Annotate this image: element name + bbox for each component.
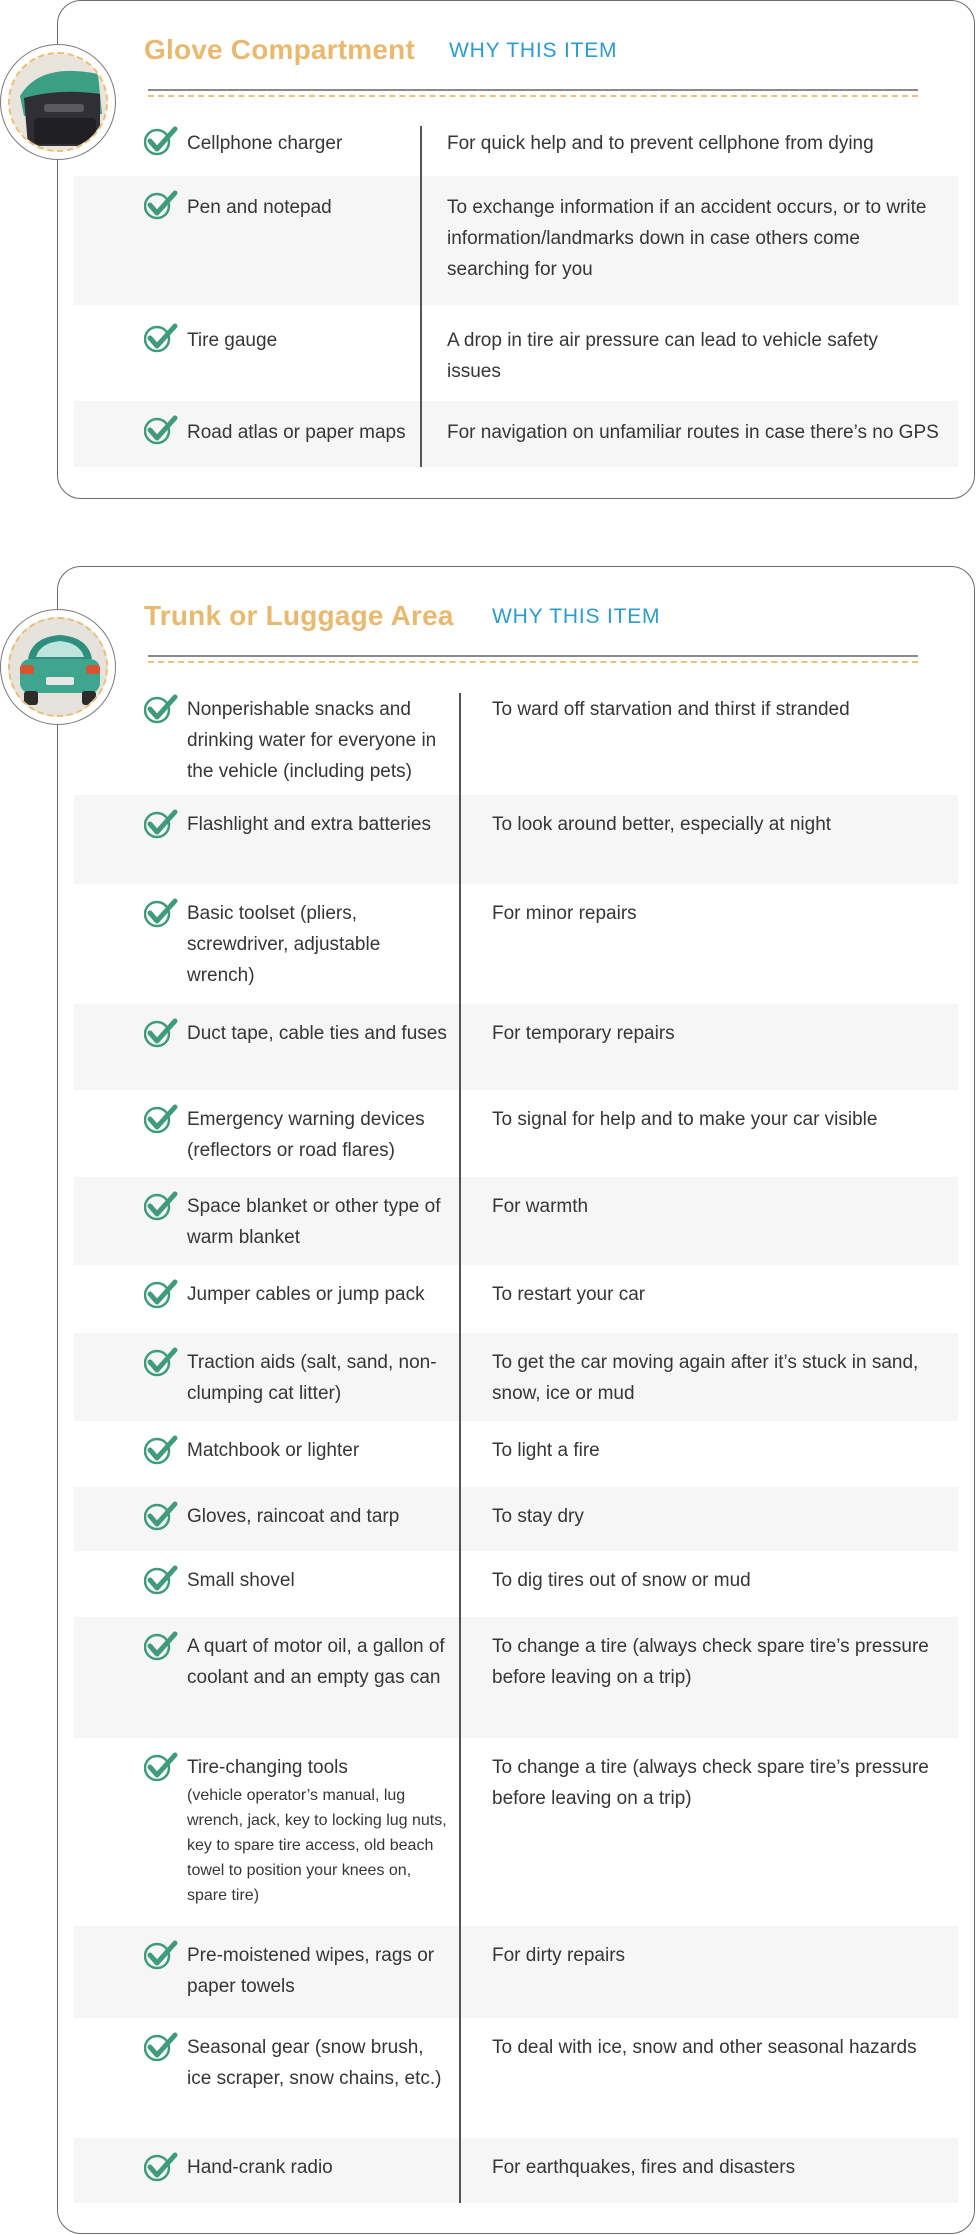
header-rule xyxy=(148,89,918,91)
column-divider xyxy=(459,693,461,2203)
header-dashed-rule xyxy=(148,95,918,97)
item-name-text: Basic toolset (pliers, screwdriver, adjustable wrench) xyxy=(187,903,381,986)
item-reason: To dig tires out of snow or mud xyxy=(492,1570,751,1591)
item-name xyxy=(187,1279,447,1310)
item-name xyxy=(187,2152,447,2183)
item-name xyxy=(187,1018,447,1049)
item-name-text: Pre-moistened wipes, rags or paper towels xyxy=(187,1945,435,1997)
table-row xyxy=(74,2018,958,2138)
item-reason: For quick help and to prevent cellphone from dying xyxy=(447,133,874,154)
table-row xyxy=(74,1333,958,1421)
table-row xyxy=(74,1421,958,1487)
item-name xyxy=(187,1347,447,1409)
checkmark-circle-icon xyxy=(144,190,178,220)
item-name-text: Matchbook or lighter xyxy=(187,1440,360,1461)
checkmark-circle-icon xyxy=(144,1752,178,1782)
table-row xyxy=(74,795,958,884)
item-reason: To ward off starvation and thirst if stranded xyxy=(492,699,850,720)
table-row xyxy=(74,176,958,305)
item-name: Cellphone charger xyxy=(187,133,343,154)
item-reason: To light a fire xyxy=(492,1440,600,1461)
checkmark-circle-icon xyxy=(144,809,178,839)
table-row xyxy=(74,680,958,795)
item-name-text: Gloves, raincoat and tarp xyxy=(187,1506,400,1527)
checkmark-circle-icon xyxy=(144,1191,178,1221)
table-row xyxy=(74,1090,958,1177)
section-title: Trunk or Luggage Area xyxy=(144,600,454,631)
item-name xyxy=(187,694,447,787)
item-name-text: Nonperishable snacks and drinking water for everyone in the vehicle (including pets) xyxy=(187,699,437,782)
table-row xyxy=(74,884,958,1004)
checkmark-circle-icon xyxy=(144,415,178,445)
item-name-text: Duct tape, cable ties and fuses xyxy=(187,1023,447,1044)
checkmark-circle-icon xyxy=(144,898,178,928)
item-name: Tire gauge xyxy=(187,330,278,351)
item-reason: To change a tire (always check spare tire’s pressure before leaving on a trip) xyxy=(492,1757,929,1809)
item-name-text: Space blanket or other type of warm blanket xyxy=(187,1196,441,1248)
table-row xyxy=(74,1738,958,1926)
checkmark-circle-icon xyxy=(144,1501,178,1531)
checkmark-circle-icon xyxy=(144,1018,178,1048)
item-name-text: A quart of motor oil, a gallon of coolant and an empty gas can xyxy=(187,1636,445,1688)
item-name-text: Flashlight and extra batteries xyxy=(187,814,431,835)
item-name-text: Emergency warning devices (reflectors or road flares) xyxy=(187,1109,425,1161)
table-row xyxy=(74,1004,958,1090)
item-reason: For temporary repairs xyxy=(492,1023,675,1044)
item-name xyxy=(187,1104,447,1166)
why-this-item-label: WHY THIS ITEM xyxy=(492,605,661,628)
item-reason: To look around better, especially at night xyxy=(492,814,832,835)
table-row xyxy=(74,1926,958,2018)
item-name-text: Traction aids (salt, sand, non-clumping cat litter) xyxy=(187,1352,437,1404)
item-name xyxy=(187,1565,447,1596)
item-name xyxy=(187,1752,447,1908)
item-name-text: Tire-changing tools xyxy=(187,1757,348,1778)
item-name xyxy=(187,1631,447,1693)
checkmark-circle-icon xyxy=(144,1279,178,1309)
checkmark-circle-icon xyxy=(144,2032,178,2062)
item-reason: To change a tire (always check spare tire’s pressure before leaving on a trip) xyxy=(492,1636,929,1688)
item-name xyxy=(187,1940,447,2002)
checkmark-circle-icon xyxy=(144,1631,178,1661)
item-name xyxy=(187,2032,447,2094)
item-reason: To deal with ice, snow and other seasonal hazards xyxy=(492,2037,917,2058)
item-reason: For minor repairs xyxy=(492,903,637,924)
checkmark-circle-icon xyxy=(144,1347,178,1377)
item-name: Road atlas or paper maps xyxy=(187,422,406,443)
table-row xyxy=(74,401,958,467)
item-name-text: Jumper cables or jump pack xyxy=(187,1284,425,1305)
item-reason: For earthquakes, fires and disasters xyxy=(492,2157,796,2178)
table-row xyxy=(74,1265,958,1333)
item-reason: To restart your car xyxy=(492,1284,646,1305)
why-this-item-label: WHY THIS ITEM xyxy=(449,39,618,62)
item-reason: To stay dry xyxy=(492,1506,584,1527)
table-row xyxy=(74,114,958,178)
checkmark-circle-icon xyxy=(144,2152,178,2182)
checkmark-circle-icon xyxy=(144,1940,178,1970)
item-reason: For navigation on unfamiliar routes in case there’s no GPS xyxy=(447,422,939,443)
item-reason: To get the car moving again after it’s stuck in sand, snow, ice or mud xyxy=(492,1352,919,1404)
item-name xyxy=(187,1191,447,1253)
header-rule xyxy=(148,655,918,657)
item-reason: For warmth xyxy=(492,1196,589,1217)
checkmark-circle-icon xyxy=(144,126,178,156)
table-row xyxy=(74,1177,958,1265)
car-trunk-icon xyxy=(0,609,116,725)
glove-compartment-icon xyxy=(0,44,116,160)
section-title: Glove Compartment xyxy=(144,34,415,65)
table-row xyxy=(74,305,958,401)
table-row xyxy=(74,2138,958,2203)
item-name xyxy=(187,898,447,991)
header-dashed-rule xyxy=(148,661,918,663)
item-name: Pen and notepad xyxy=(187,197,332,218)
checkmark-circle-icon xyxy=(144,1104,178,1134)
item-reason: To exchange information if an accident occurs, or to write information/landmarks down in case others come searching for you xyxy=(447,197,927,280)
item-name xyxy=(187,1435,447,1466)
checkmark-circle-icon xyxy=(144,694,178,724)
item-name-text: Seasonal gear (snow brush, ice scraper, snow chains, etc.) xyxy=(187,2037,442,2089)
table-row xyxy=(74,1551,958,1617)
checkmark-circle-icon xyxy=(144,323,178,353)
table-row xyxy=(74,1617,958,1738)
column-divider xyxy=(420,126,422,467)
item-reason: To signal for help and to make your car visible xyxy=(492,1109,878,1130)
item-reason: For dirty repairs xyxy=(492,1945,626,1966)
checkmark-circle-icon xyxy=(144,1435,178,1465)
item-detail: (vehicle operator’s manual, lug wrench, jack, key to locking lug nuts, key to spare tire access, old beach towel to position your knees on, spare tire) xyxy=(187,1787,447,1904)
item-name xyxy=(187,809,447,840)
table-row xyxy=(74,1487,958,1551)
item-name-text: Small shovel xyxy=(187,1570,295,1591)
item-name-text: Hand-crank radio xyxy=(187,2157,333,2178)
checkmark-circle-icon xyxy=(144,1565,178,1595)
item-name xyxy=(187,1501,447,1532)
item-reason: A drop in tire air pressure can lead to vehicle safety issues xyxy=(447,330,878,382)
